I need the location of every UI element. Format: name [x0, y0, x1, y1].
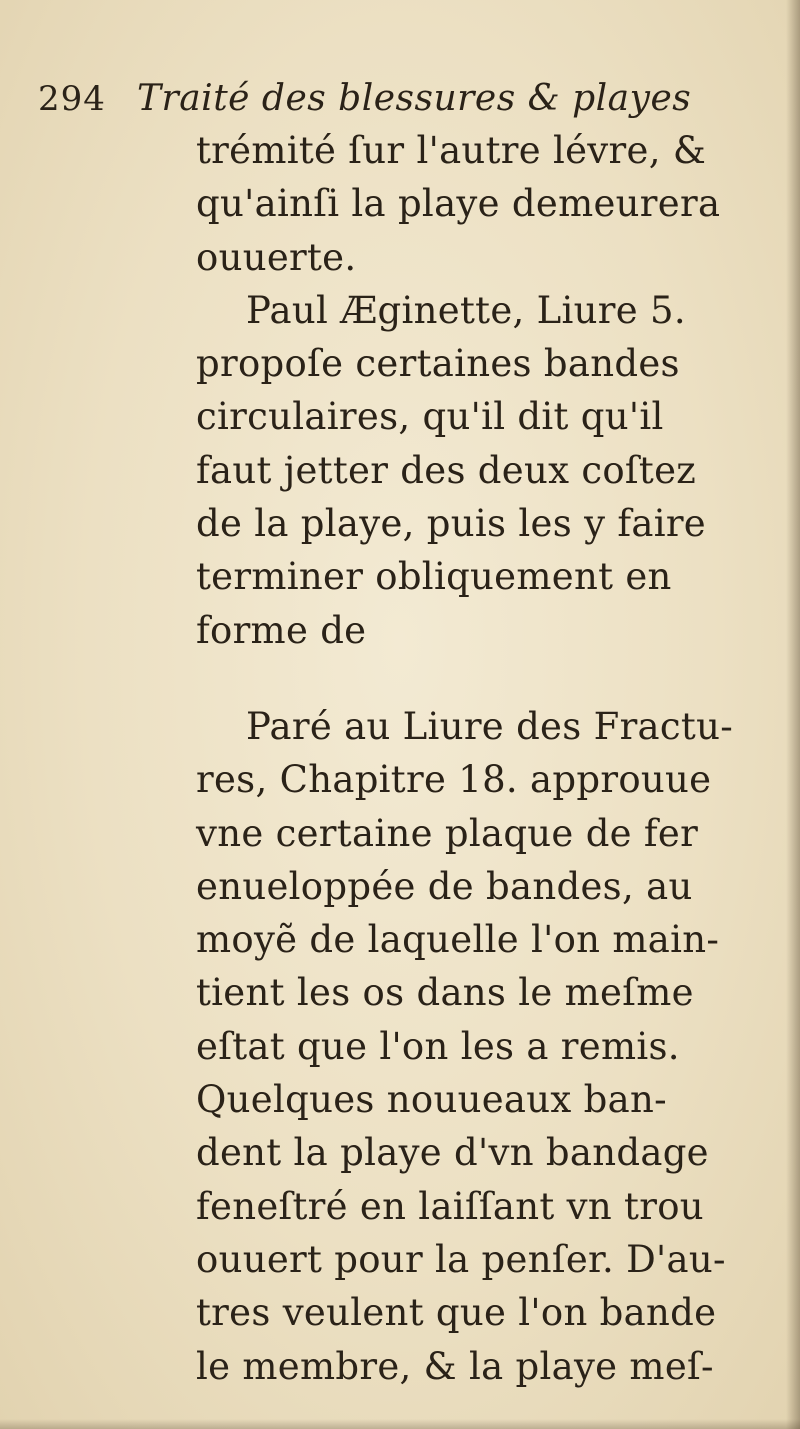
body-text-upper	[196, 124, 744, 657]
text-line: vne certaine plaque de fer	[196, 811, 699, 855]
text-line: faut jetter des deux coſtez	[196, 448, 697, 492]
page-header	[38, 78, 691, 128]
text-line: de la playe, puis les y faire	[196, 502, 707, 546]
text-line: ouuert pour la penſer. D'au-	[196, 1237, 726, 1281]
text-line: tres veulent que l'on bande	[196, 1291, 717, 1335]
text-line: terminer obliquement en	[196, 555, 672, 599]
text-line: dent la playe d'vn bandage	[196, 1131, 709, 1175]
text-line: tient les os dans le meſme	[196, 971, 694, 1015]
text-line: le membre, & la playe meſ-	[196, 1344, 714, 1388]
text-line: eſtat que l'on les a remis.	[196, 1024, 680, 1068]
page-edge-shadow	[786, 0, 800, 1429]
paragraph-first-line: Paré au Liure des Fractu-	[246, 705, 734, 748]
text-line: enueloppée de bandes, au	[196, 864, 693, 908]
page-number: 294	[38, 79, 106, 119]
text-line: qu'ainſi la playe demeurera	[196, 182, 721, 226]
text-line: circulaires, qu'il dit qu'il	[196, 395, 664, 439]
running-title: Traité des blessures & playes	[137, 78, 692, 119]
text-line: trémité ſur l'autre lévre, &	[196, 129, 707, 172]
text-line: ouuerte.	[196, 235, 357, 279]
text-line: res, Chapitre 18. approuue	[196, 758, 712, 802]
text-line: Quelques nouueaux ban-	[196, 1078, 667, 1122]
text-line: feneſtré en laiſſant vn trou	[196, 1184, 704, 1228]
text-line: forme de	[196, 608, 367, 652]
page-bottom-edge	[0, 1419, 800, 1429]
text-line: propoſe certaines bandes	[196, 342, 680, 386]
paragraph-first-line: Paul Æginette, Liure 5.	[246, 288, 686, 332]
text-line: moyẽ de laquelle l'on main-	[196, 918, 720, 962]
body-text-lower	[196, 700, 744, 1393]
